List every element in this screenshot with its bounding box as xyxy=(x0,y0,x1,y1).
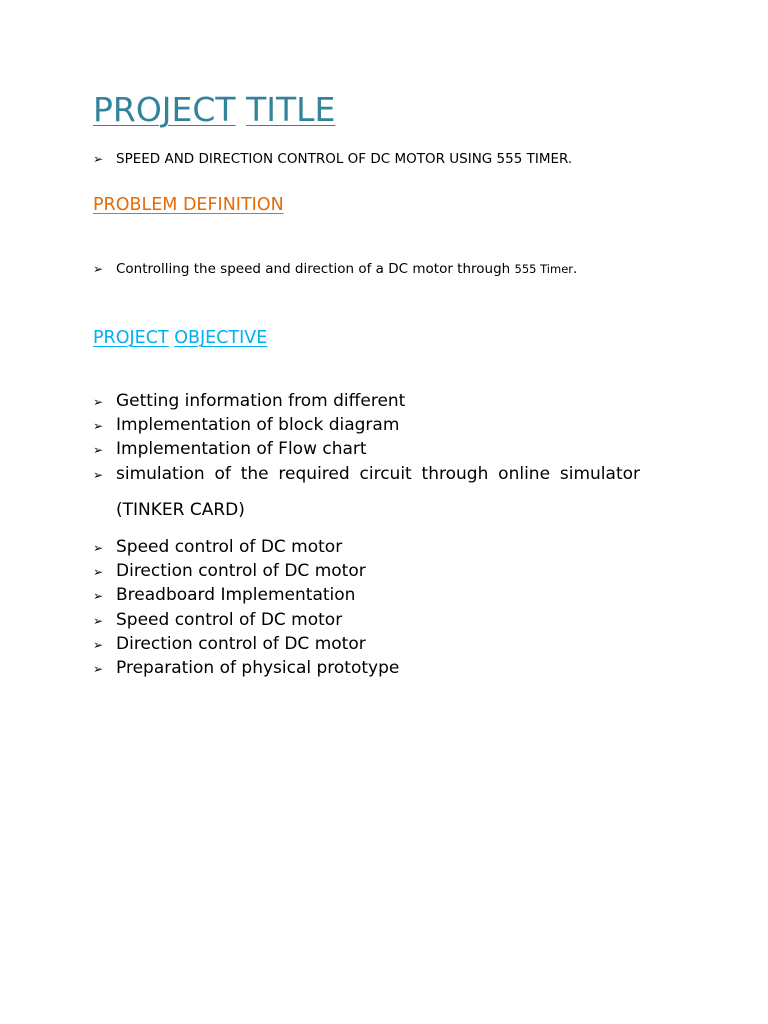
objective-list-a xyxy=(93,389,640,486)
list-item: ➢ simulation of the required circuit through online simulator xyxy=(93,462,640,486)
list-item: ➢ Getting information from different xyxy=(93,389,640,413)
bullet-arrow-icon: ➢ xyxy=(93,613,104,628)
bullet-arrow-icon: ➢ xyxy=(93,637,104,652)
bullet-arrow-icon: ➢ xyxy=(93,443,104,458)
problem-bullet-period: . xyxy=(573,261,578,277)
bullet-arrow-icon: ➢ xyxy=(93,541,104,555)
bullet-arrow-icon: ➢ xyxy=(93,467,104,482)
title-bullet-text: SPEED AND DIRECTION CONTROL OF DC MOTOR USING 555 TIMER. xyxy=(116,151,573,167)
list-item: ➢ Direction control of DC motor xyxy=(93,632,399,656)
title-word-project: PROJECT xyxy=(93,90,236,129)
bullet-arrow-icon: ➢ xyxy=(93,419,104,434)
bullet-arrow-icon: ➢ xyxy=(93,152,104,166)
bullet-arrow-icon: ➢ xyxy=(93,395,104,409)
list-item: ➢ Speed control of DC motor xyxy=(93,535,399,559)
list-item: ➢ Implementation of Flow chart xyxy=(93,437,640,461)
bullet-arrow-icon: ➢ xyxy=(93,262,104,276)
problem-bullet-text: Controlling the speed and direction of a DC motor through xyxy=(116,261,515,277)
title-bullet-line xyxy=(93,149,572,169)
list-item: ➢ Implementation of block diagram xyxy=(93,413,640,437)
objective-word-project: PROJECT xyxy=(93,328,169,348)
project-objective-heading xyxy=(93,326,267,350)
objective-list-b xyxy=(93,535,399,680)
bullet-arrow-icon: ➢ xyxy=(93,661,104,676)
list-item: ➢ Speed control of DC motor xyxy=(93,608,399,632)
title-word-title: TITLE xyxy=(246,90,336,129)
bullet-arrow-icon: ➢ xyxy=(93,589,104,604)
problem-bullet-line xyxy=(93,258,577,279)
bullet-arrow-icon: ➢ xyxy=(93,565,104,580)
list-item: ➢ Breadboard Implementation xyxy=(93,583,399,607)
objective-continuation: (TINKER CARD) xyxy=(116,500,245,520)
list-item: ➢ Preparation of physical prototype xyxy=(93,656,399,680)
project-title xyxy=(93,90,335,130)
problem-bullet-timer: 555 Timer xyxy=(514,262,573,276)
problem-definition-heading: PROBLEM DEFINITION xyxy=(93,195,284,215)
list-item: ➢ Direction control of DC motor xyxy=(93,559,399,583)
objective-word-objective: OBJECTIVE xyxy=(174,328,268,348)
